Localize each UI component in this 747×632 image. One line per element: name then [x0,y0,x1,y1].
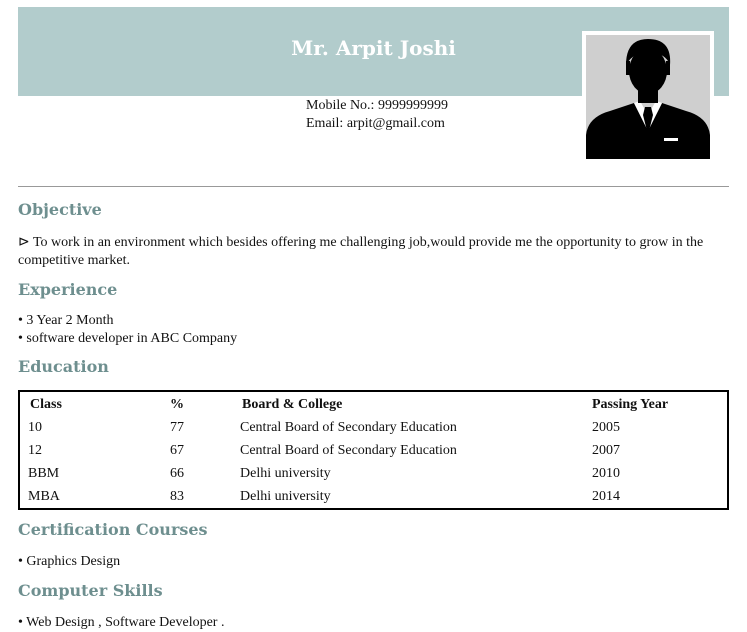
header-divider [18,186,729,187]
email-address: Email: arpit@gmail.com [306,116,445,131]
candidate-name: Mr. Arpit Joshi [291,36,456,60]
table-cell: 10 [28,419,42,435]
experience-title: Experience [18,280,118,299]
skills-title: Computer Skills [18,581,163,600]
experience-list [18,312,729,347]
table-cell: MBA [28,488,60,504]
column-header: % [170,397,184,412]
table-cell: 2010 [592,465,620,481]
list-item: • Graphics Design [18,554,121,569]
table-header-row [19,391,728,416]
column-header: Board & College [242,397,343,412]
table-cell: 2005 [592,419,620,435]
table-cell: Central Board of Secondary Education [240,419,457,435]
objective-text: ⊳ To work in an environment which besides offering me challenging job,would provide me the opportunity to grow in the competitive market. [18,235,704,268]
table-cell: 67 [170,442,184,458]
objective-title: Objective [18,200,102,219]
table-cell: 77 [170,419,184,435]
table-cell: 2014 [592,488,620,504]
table-cell: 66 [170,465,184,481]
contact-info [306,97,448,133]
table-cell: 12 [28,442,42,458]
table-row [19,439,728,462]
education-table [18,390,729,510]
column-header: Class [30,397,62,412]
table-cell: Central Board of Secondary Education [240,442,457,458]
skills-list [18,614,729,632]
table-row [19,462,728,485]
table-cell: Delhi university [240,488,331,504]
avatar-icon [586,35,710,159]
list-item: • Web Design , Software Developer . [18,615,225,630]
certification-list [18,553,729,571]
table-cell: BBM [28,465,60,481]
list-item: • 3 Year 2 Month [18,313,114,328]
table-cell: 83 [170,488,184,504]
certification-title: Certification Courses [18,520,208,539]
profile-photo [582,31,714,162]
table-cell: 2007 [592,442,620,458]
table-cell: Delhi university [240,465,331,481]
column-header: Passing Year [592,397,669,412]
list-item: • software developer in ABC Company [18,330,238,346]
mobile-number: Mobile No.: 9999999999 [306,98,448,113]
table-row [19,485,728,509]
table-row [19,416,728,439]
education-title: Education [18,357,109,376]
